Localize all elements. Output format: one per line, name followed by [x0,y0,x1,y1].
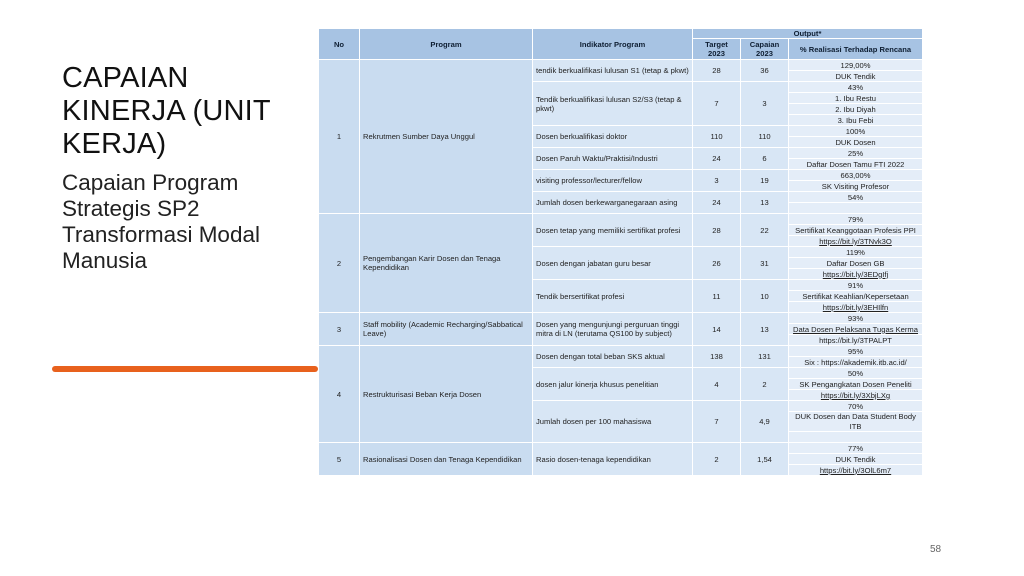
realisasi-percent: 129,00% [789,60,923,71]
program-name: Restrukturisasi Beban Kerja Dosen [360,346,533,443]
realisasi-percent: 663,00% [789,170,923,181]
realisasi-percent: 50% [789,368,923,379]
slide-title: CAPAIAN KINERJA (UNIT KERJA) [62,62,271,160]
evidence-text [789,203,923,214]
capaian-value: 4,9 [741,401,789,443]
realisasi-percent: 79% [789,214,923,225]
program-no: 4 [319,346,360,443]
indicator: Jumlah dosen berkewarganegaraan asing [533,192,693,214]
target-value: 24 [693,192,741,214]
capaian-value: 10 [741,280,789,313]
target-value: 26 [693,247,741,280]
realisasi-percent: 93% [789,313,923,324]
header-capaian: Capaian 2023 [741,39,789,60]
capaian-value: 131 [741,346,789,368]
capaian-value: 1,54 [741,443,789,476]
evidence-text: 3. Ibu Febi [789,115,923,126]
header-program: Program [360,29,533,60]
target-value: 4 [693,368,741,401]
capaian-value: 36 [741,60,789,82]
indicator: Dosen Paruh Waktu/Praktisi/Industri [533,148,693,170]
evidence-text: 1. Ibu Restu [789,93,923,104]
realisasi-percent: 100% [789,126,923,137]
realisasi-percent: 119% [789,247,923,258]
program-no: 1 [319,60,360,214]
target-value: 24 [693,148,741,170]
target-value: 11 [693,280,741,313]
capaian-value: 110 [741,126,789,148]
evidence-link[interactable]: https://bit.ly/3EHIlfn [789,302,923,313]
program-name: Rekrutmen Sumber Daya Unggul [360,60,533,214]
evidence-text: SK Pengangkatan Dosen Peneliti [789,379,923,390]
program-no: 3 [319,313,360,346]
evidence-text: 2. Ibu Diyah [789,104,923,115]
program-name: Staff mobility (Academic Recharging/Sabbatical Leave) [360,313,533,346]
page-number: 58 [930,544,942,555]
header-no: No [319,29,360,60]
realisasi-percent: 91% [789,280,923,291]
indicator: Rasio dosen-tenaga kependidikan [533,443,693,476]
evidence-text: DUK Dosen [789,137,923,148]
realisasi-percent: 43% [789,82,923,93]
evidence-text: Daftar Dosen Tamu FTI 2022 [789,159,923,170]
program-name: Rasionalisasi Dosen dan Tenaga Kependidikan [360,443,533,476]
evidence-link[interactable]: Six : https://akademik.itb.ac.id/ [789,357,923,368]
header-indikator: Indikator Program [533,29,693,60]
orange-underline-stroke [52,366,318,372]
realisasi-percent: 54% [789,192,923,203]
target-value: 138 [693,346,741,368]
indicator: dosen jalur kinerja khusus penelitian [533,368,693,401]
program-no: 5 [319,443,360,476]
indicator: tendik berkualifikasi lulusan S1 (tetap & pkwt) [533,60,693,82]
target-value: 14 [693,313,741,346]
evidence-text: Daftar Dosen GB [789,258,923,269]
evidence-link[interactable]: https://bit.ly/3TNvk3O [789,236,923,247]
capaian-value: 13 [741,192,789,214]
evidence-text: Sertifikat Keahlian/Kepersetaan [789,291,923,302]
indicator: Tendik berkualifikasi lulusan S2/S3 (tetap & pkwt) [533,82,693,126]
indicator: Dosen berkualifikasi doktor [533,126,693,148]
capaian-value: 6 [741,148,789,170]
evidence-text: DUK Tendik [789,71,923,82]
capaian-value: 3 [741,82,789,126]
evidence-link[interactable]: https://bit.ly/3OlL6m7 [789,465,923,476]
realisasi-percent: 95% [789,346,923,357]
program-name: Pengembangan Karir Dosen dan Tenaga Kependidikan [360,214,533,313]
indicator: Jumlah dosen per 100 mahasiswa [533,401,693,443]
capaian-value: 13 [741,313,789,346]
target-value: 7 [693,401,741,443]
target-value: 110 [693,126,741,148]
target-value: 3 [693,170,741,192]
evidence-link[interactable]: https://bit.ly/3TPALPT [789,335,923,346]
target-value: 7 [693,82,741,126]
header-output: Output* [693,29,923,39]
performance-table [318,28,923,476]
indicator: Dosen dengan total beban SKS aktual [533,346,693,368]
evidence-text: DUK Dosen dan Data Student Body ITB [789,412,923,432]
evidence-link[interactable]: https://bit.ly/3EDgIfj [789,269,923,280]
evidence-text: Data Dosen Pelaksana Tugas Kerma [789,324,923,335]
indicator: Dosen tetap yang memiliki sertifikat profesi [533,214,693,247]
evidence-link[interactable]: https://bit.ly/3XbjLXg [789,390,923,401]
indicator: visiting professor/lecturer/fellow [533,170,693,192]
capaian-value: 31 [741,247,789,280]
indicator: Dosen dengan jabatan guru besar [533,247,693,280]
evidence-text: DUK Tendik [789,454,923,465]
program-no: 2 [319,214,360,313]
evidence-text: Sertifikat Keanggotaan Profesis PPI [789,225,923,236]
capaian-value: 22 [741,214,789,247]
realisasi-percent: 77% [789,443,923,454]
evidence-text: SK Visiting Profesor [789,181,923,192]
evidence-blank [789,432,923,443]
indicator: Dosen yang mengunjungi perguruan tinggi mitra di LN (terutama QS100 by subject) [533,313,693,346]
indicator: Tendik bersertifikat profesi [533,280,693,313]
target-value: 28 [693,60,741,82]
realisasi-percent: 70% [789,401,923,412]
target-value: 2 [693,443,741,476]
slide-subtitle: Capaian Program Strategis SP2 Transformasi Modal Manusia [62,170,260,273]
header-target: Target 2023 [693,39,741,60]
realisasi-percent: 25% [789,148,923,159]
header-realisasi: % Realisasi Terhadap Rencana [789,39,923,60]
capaian-value: 2 [741,368,789,401]
capaian-value: 19 [741,170,789,192]
target-value: 28 [693,214,741,247]
